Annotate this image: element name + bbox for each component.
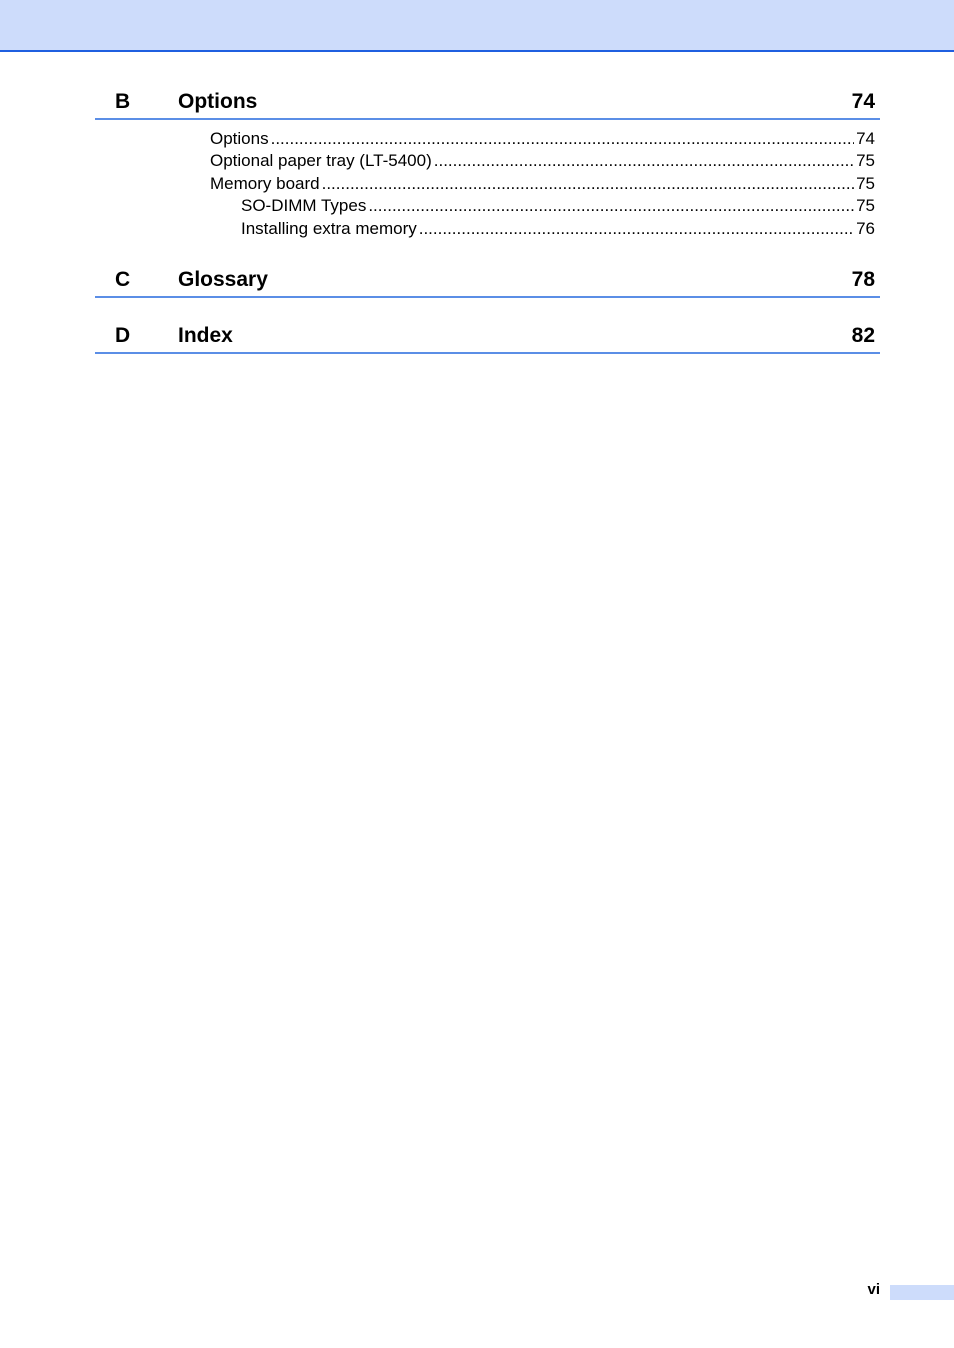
- page-tab-marker: [890, 1285, 954, 1300]
- spacer: [95, 298, 880, 318]
- toc-entry-optional-paper-tray[interactable]: [210, 150, 875, 172]
- chapter-page-number: 74: [851, 90, 875, 113]
- dot-leader: [322, 173, 854, 195]
- chapter-title: Glossary: [178, 267, 268, 291]
- toc-entry-page: 74: [856, 129, 875, 148]
- toc-entry-installing-extra-memory[interactable]: [241, 218, 875, 240]
- toc-entry-page: 75: [856, 196, 875, 216]
- toc-entry-so-dimm-types[interactable]: [241, 195, 875, 217]
- chapter-letter: D: [115, 323, 131, 347]
- toc-entry-page: 76: [856, 218, 875, 238]
- toc-entry-title: Installing extra memory: [241, 218, 417, 238]
- toc-entry-page: 75: [856, 173, 875, 193]
- spacer: [95, 240, 880, 262]
- toc-entry-title: Options: [210, 129, 269, 148]
- chapter-letter: B: [115, 90, 131, 113]
- toc-entry-title: SO-DIMM Types: [241, 196, 367, 216]
- page-number: vi: [867, 1281, 880, 1298]
- dot-leader: [271, 128, 854, 150]
- chapter-letter: C: [115, 267, 131, 291]
- toc-entry-title: Optional paper tray (LT-5400): [210, 151, 432, 171]
- chapter-b-entries: [95, 128, 880, 240]
- chapter-title: Options: [178, 90, 258, 113]
- chapter-heading-c[interactable]: [95, 262, 880, 298]
- chapter-title: Index: [178, 323, 233, 347]
- toc-entry-title: Memory board: [210, 173, 320, 193]
- table-of-contents: [95, 84, 880, 354]
- header-band: [0, 0, 954, 52]
- dot-leader: [419, 218, 854, 240]
- toc-entry-page: 75: [856, 151, 875, 171]
- toc-entry-memory-board[interactable]: [210, 173, 875, 195]
- chapter-page-number: 78: [851, 267, 875, 291]
- dot-leader: [368, 195, 854, 217]
- chapter-heading-d[interactable]: [95, 318, 880, 354]
- toc-entry-options[interactable]: [210, 128, 875, 150]
- chapter-heading-b[interactable]: [95, 84, 880, 120]
- dot-leader: [434, 150, 854, 172]
- chapter-page-number: 82: [851, 323, 875, 347]
